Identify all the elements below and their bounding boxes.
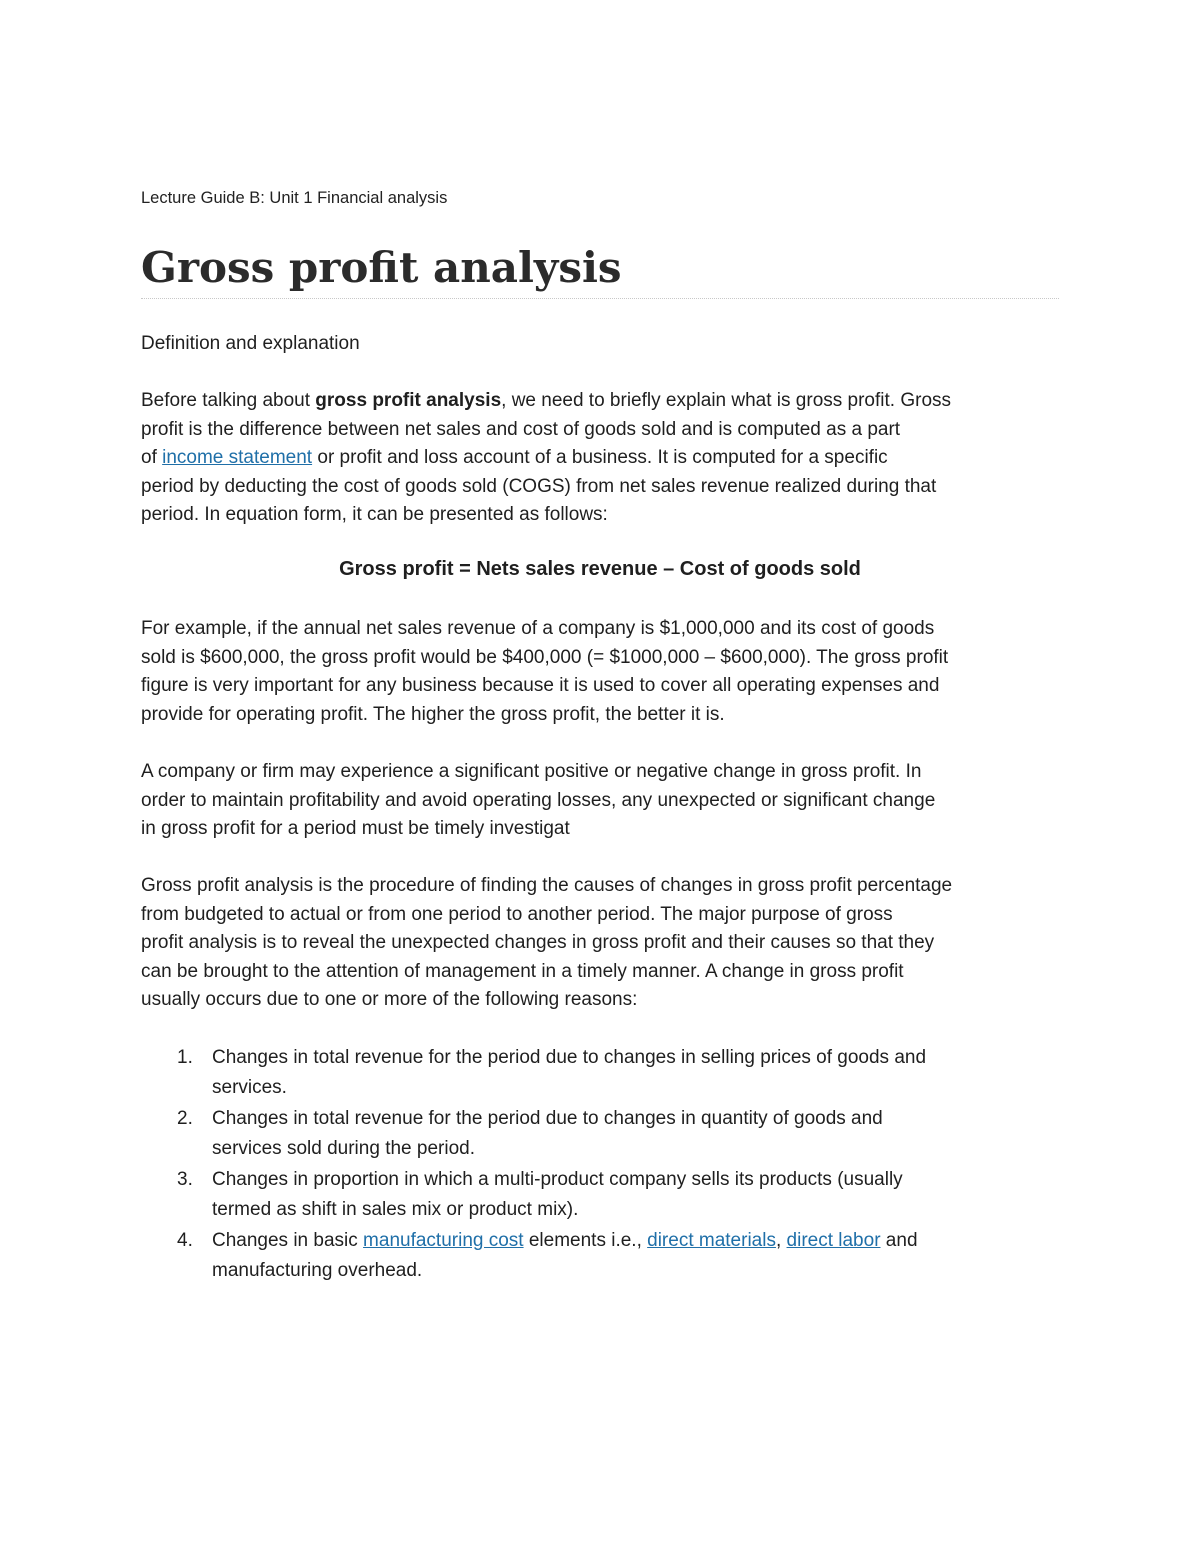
list-number: 3. xyxy=(177,1169,193,1190)
paragraph-line: from budgeted to actual or from one period to another period. The major purpose of gross xyxy=(141,903,893,925)
lecture-guide-subtitle: Lecture Guide B: Unit 1 Financial analysis xyxy=(141,189,448,207)
paragraph-example xyxy=(141,615,948,729)
list-line: manufacturing overhead. xyxy=(212,1259,423,1281)
paragraph-line xyxy=(141,444,951,473)
text-run: and xyxy=(880,1230,918,1251)
paragraph-line: profit is the difference between net sales and cost of goods sold and is computed as a part xyxy=(141,418,901,440)
text-run: Before talking about xyxy=(141,390,316,411)
paragraph-line: order to maintain profitability and avoid operating losses, any unexpected or significant change xyxy=(141,789,936,811)
list-line xyxy=(212,1226,1061,1256)
paragraph-line: in gross profit for a period must be timely investigat xyxy=(141,818,570,840)
list-item xyxy=(141,1043,1061,1102)
paragraph-line: usually occurs due to one or more of the following reasons: xyxy=(141,989,638,1011)
list-item xyxy=(141,1104,1061,1163)
section-heading: Definition and explanation xyxy=(141,333,360,354)
list-line: Changes in total revenue for the period due to changes in selling prices of goods and xyxy=(212,1047,927,1068)
paragraph-line: figure is very important for any business because it is used to cover all operating expenses and xyxy=(141,675,940,697)
income-statement-link[interactable]: income statement xyxy=(162,447,313,469)
text-run: elements i.e., xyxy=(523,1230,648,1251)
paragraph-line: profit analysis is to reveal the unexpected changes in gross profit and their causes so that they xyxy=(141,932,935,954)
bold-term: gross profit analysis xyxy=(315,390,502,411)
paragraph-line: A company or firm may experience a significant positive or negative change in gross profit. In xyxy=(141,761,922,782)
list-line: Changes in total revenue for the period due to changes in quantity of goods and xyxy=(212,1108,883,1129)
list-line: termed as shift in sales mix or product mix). xyxy=(212,1198,579,1220)
paragraph-line: For example, if the annual net sales revenue of a company is $1,000,000 and its cost of goods xyxy=(141,618,935,639)
list-item xyxy=(141,1226,1061,1285)
direct-materials-link[interactable]: direct materials xyxy=(647,1230,776,1251)
direct-labor-link[interactable]: direct labor xyxy=(786,1230,881,1251)
paragraph-line xyxy=(141,387,951,416)
paragraph-line: Gross profit analysis is the procedure of finding the causes of changes in gross profit percentage xyxy=(141,875,953,896)
paragraph-line: can be brought to the attention of management in a timely manner. A change in gross profit xyxy=(141,960,904,982)
paragraph-intro xyxy=(141,387,951,530)
list-number: 4. xyxy=(177,1230,193,1251)
paragraph-line: sold is $600,000, the gross profit would be $400,000 (= $1000,000 – $600,000). The gross profit xyxy=(141,646,949,668)
title-divider xyxy=(141,298,1059,299)
paragraph-line: period by deducting the cost of goods sold (COGS) from net sales revenue realized during that xyxy=(141,475,937,497)
text-run: , xyxy=(775,1230,787,1251)
text-run: , we need to briefly explain what is gross profit. Gross xyxy=(501,390,952,411)
list-line: services sold during the period. xyxy=(212,1137,475,1159)
list-number: 2. xyxy=(177,1108,193,1129)
gross-profit-equation: Gross profit = Nets sales revenue – Cost of goods sold xyxy=(339,558,861,580)
list-number: 1. xyxy=(177,1047,193,1068)
text-run: Changes in basic xyxy=(212,1230,364,1251)
paragraph-line: provide for operating profit. The higher the gross profit, the better it is. xyxy=(141,703,725,725)
list-line: Changes in proportion in which a multi-product company sells its products (usually xyxy=(212,1169,903,1190)
paragraph-analysis xyxy=(141,872,952,1015)
manufacturing-cost-link[interactable]: manufacturing cost xyxy=(363,1230,524,1251)
list-line: services. xyxy=(212,1076,287,1098)
list-item xyxy=(141,1165,1061,1224)
text-run: of xyxy=(141,447,163,469)
paragraph-change xyxy=(141,758,935,844)
paragraph-line: period. In equation form, it can be presented as follows: xyxy=(141,504,608,526)
page-title: Gross profit analysis xyxy=(141,243,622,292)
reasons-list xyxy=(141,1043,1061,1287)
text-run: or profit and loss account of a business. It is computed for a specific xyxy=(312,447,888,469)
